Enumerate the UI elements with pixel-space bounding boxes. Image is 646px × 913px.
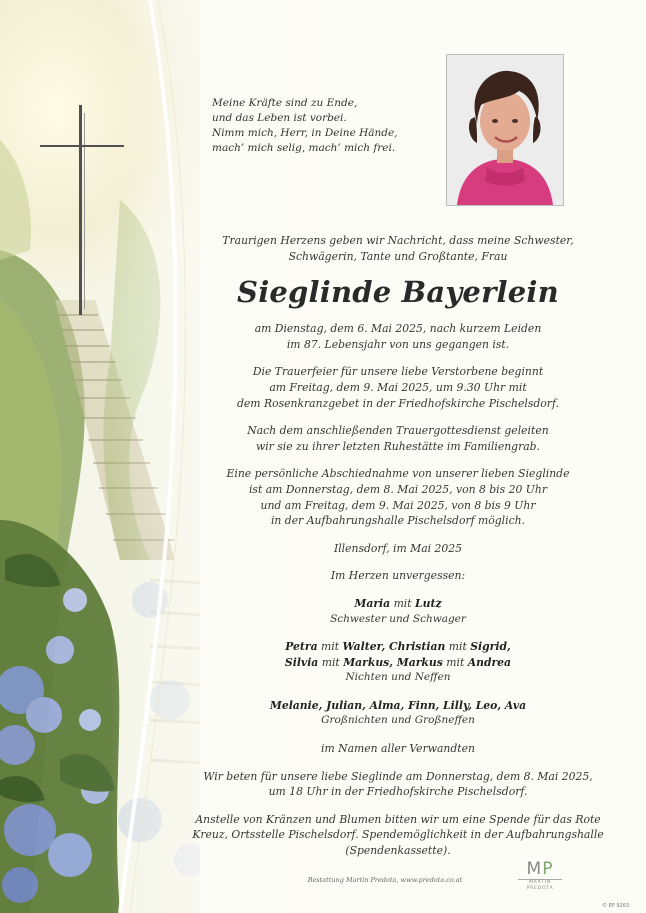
deceased-name: Sieglinde Bayerlein xyxy=(237,275,559,310)
family-connector: mit xyxy=(321,640,340,654)
farewell-line: in der Aufbahrungshalle Pischelsdorf möglich. xyxy=(270,514,526,528)
prayer-line: um 18 Uhr in der Friedhofskirche Pischelsdorf. xyxy=(268,785,528,799)
family-connector: mit xyxy=(321,655,340,669)
family-connector: mit xyxy=(393,596,412,610)
family-role: Nichten und Neffen xyxy=(345,671,451,684)
funeral-info xyxy=(178,364,618,411)
poem-line: und das Leben ist vorbei. xyxy=(212,112,347,124)
death-notice-line: am Dienstag, dem 6. Mai 2025, nach kurzem Leiden xyxy=(254,322,542,336)
funeral-line: Die Trauerfeier für unsere liebe Verstorbene beginnt xyxy=(252,365,544,379)
death-notice xyxy=(178,321,618,352)
donation-line: (Spendenkassette). xyxy=(345,844,451,858)
donation-line: Anstelle von Kränzen und Blumen bitten wir um eine Spende für das Rote xyxy=(195,812,601,826)
burial-info xyxy=(178,423,618,454)
burial-line: wir sie zu ihrer letzten Ruhestätte im Familiengrab. xyxy=(255,439,541,453)
funeral-line: dem Rosenkranzgebet in der Friedhofskirche Pischelsdorf. xyxy=(236,396,559,410)
farewell-line: und am Freitag, dem 9. Mai 2025, von 8 bis 9 Uhr xyxy=(260,498,536,512)
logo-mark-p: P xyxy=(542,859,554,879)
logo-mark-m: M xyxy=(526,859,543,879)
death-notice-line: im 87. Lebensjahr von uns gegangen ist. xyxy=(286,337,510,351)
family-group-grandnieces xyxy=(178,698,618,729)
logo-text: MARTIN PREDOTA xyxy=(518,879,562,892)
prayer-info xyxy=(178,769,618,800)
family-group-nieces xyxy=(178,639,618,686)
family-name: Sigrid, xyxy=(470,640,511,654)
undertaker-logo xyxy=(512,860,568,890)
family-name: Silvia xyxy=(284,655,319,669)
family-names: Melanie, Julian, Alma, Finn, Lilly, Leo, Ava xyxy=(269,698,527,712)
burial-line: Nach dem anschließenden Trauergottesdienst geleiten xyxy=(247,424,549,438)
family-name: Markus, Markus xyxy=(343,655,443,669)
poem-line: Meine Kräfte sind zu Ende, xyxy=(212,97,358,109)
intro xyxy=(178,233,618,264)
donation-info xyxy=(178,812,618,859)
intro-line: Traurigen Herzens geben wir Nachricht, dass meine Schwester, xyxy=(222,234,574,247)
poem-line: Nimm mich, Herr, in Deine Hände, xyxy=(212,127,398,139)
farewell-line: ist am Donnerstag, dem 8. Mai 2025, von 8 bis 20 Uhr xyxy=(248,482,547,496)
family-name: Maria xyxy=(354,596,391,610)
farewell-info xyxy=(178,466,618,528)
poem xyxy=(212,96,442,156)
family-role: Großnichten und Großneffen xyxy=(321,714,475,727)
funeral-line: am Freitag, dem 9. Mai 2025, um 9.30 Uhr mit xyxy=(269,380,527,394)
deceased-portrait-photo xyxy=(446,54,564,206)
donation-line: Kreuz, Ortsstelle Pischelsdorf. Spendemöglichkeit in der Aufbahrungshalle xyxy=(192,828,604,842)
farewell-line: Eine persönliche Abschiednahme von unserer lieben Sieglinde xyxy=(226,467,570,481)
family-name: Andrea xyxy=(467,655,512,669)
place-date: Illensdorf, im Mai 2025 xyxy=(333,541,463,555)
prayer-line: Wir beten für unsere liebe Sieglinde am Donnerstag, dem 8. Mai 2025, xyxy=(203,769,593,783)
portrait-image xyxy=(447,55,563,205)
remembrance-heading: Im Herzen unvergessen: xyxy=(330,569,466,583)
cross-icon xyxy=(40,105,124,315)
family-connector: mit xyxy=(446,655,465,669)
family-group-siblings xyxy=(178,596,618,627)
family-name: Petra xyxy=(285,640,318,654)
family-role: Schwester und Schwager xyxy=(330,612,466,625)
family-name: Lutz xyxy=(415,596,442,610)
poem-line: mach’ mich selig, mach’ mich frei. xyxy=(212,142,396,154)
relatives-line: im Namen aller Verwandten xyxy=(321,742,475,756)
family-connector: mit xyxy=(448,640,467,654)
intro-line: Schwägerin, Tante und Großtante, Frau xyxy=(288,249,508,263)
undertaker-credit: Bestattung Martin Predota, www.predota.co.at xyxy=(307,876,463,884)
obituary-text xyxy=(178,233,618,859)
family-name: Walter, Christian xyxy=(342,640,446,654)
document-code: © EP 9263 xyxy=(602,903,630,909)
